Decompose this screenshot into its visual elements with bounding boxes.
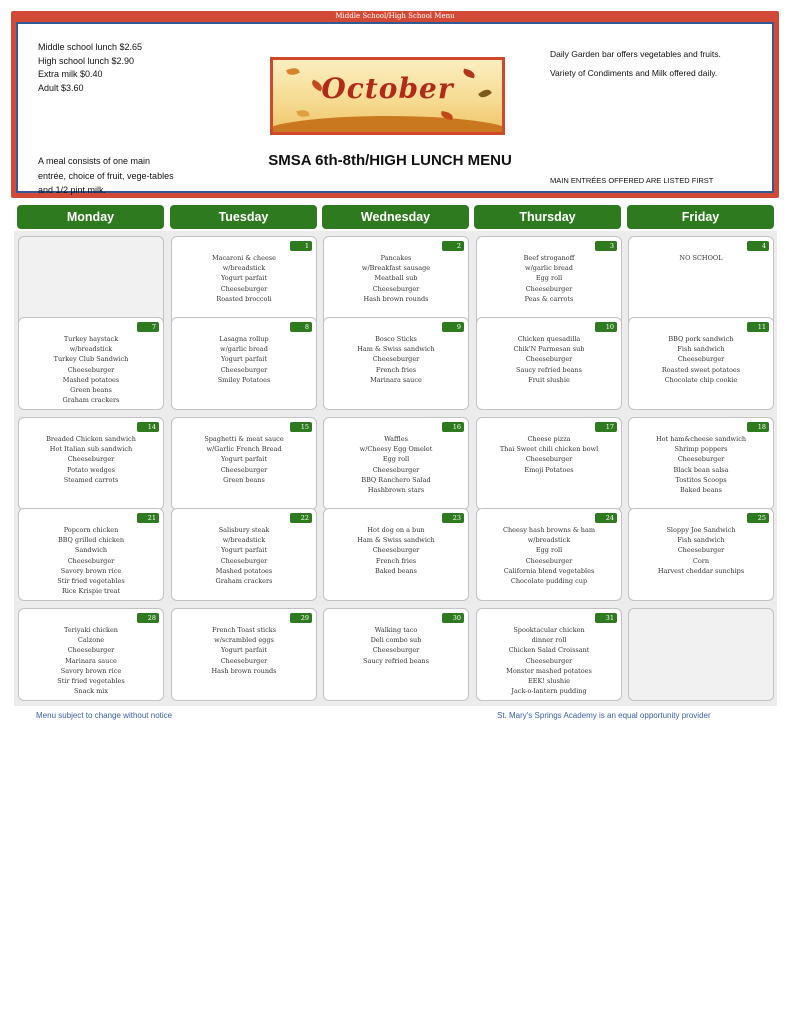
day-number: 31 <box>595 613 617 623</box>
calendar-day-9 <box>323 317 469 410</box>
day-number: 11 <box>747 322 769 332</box>
calendar-day-16 <box>323 417 469 510</box>
menu-item: Deli combo sub <box>370 636 422 645</box>
menu-item: Roasted sweet potatoes <box>661 365 741 374</box>
menu-item: Cheeseburger <box>525 556 573 565</box>
leaf-icon <box>296 109 309 118</box>
day-header-friday: Friday <box>627 205 774 229</box>
day-number: 8 <box>290 322 312 332</box>
menu-item: Black bean salsa <box>673 465 729 474</box>
menu-item: Peas & carrots <box>524 294 574 303</box>
menu-items <box>632 434 770 495</box>
menu-item: Savory brown rice <box>60 666 122 675</box>
menu-item: Green beans <box>223 475 265 484</box>
menu-item: Cheesy hash browns & ham <box>503 526 595 534</box>
menu-item: Lasagna rollup <box>219 335 269 343</box>
day-number: 23 <box>442 513 464 523</box>
calendar-day-8 <box>171 317 317 410</box>
menu-item: Hashbrown stars <box>367 486 425 495</box>
menu-item: Egg roll <box>535 274 563 283</box>
menu-item: Hot dog on a bun <box>367 526 425 534</box>
calendar-day-22 <box>171 508 317 601</box>
menu-item: Graham crackers <box>62 396 120 405</box>
calendar-day-10 <box>476 317 622 410</box>
price-adult: Adult $3.60 <box>38 82 84 93</box>
menu-item: Chocolate pudding cup <box>510 577 588 586</box>
menu-item: Spooktacular chicken <box>513 626 585 634</box>
day-number: 18 <box>747 422 769 432</box>
menu-item: w/Cheesy Egg Omelet <box>359 445 433 454</box>
calendar-day-4 <box>628 236 774 329</box>
day-number: 28 <box>137 613 159 623</box>
banner-art <box>273 60 502 132</box>
day-number: 10 <box>595 322 617 332</box>
menu-items <box>175 625 313 676</box>
day-number: 17 <box>595 422 617 432</box>
menu-items <box>327 434 465 495</box>
menu-item: Egg roll <box>535 546 563 555</box>
day-header-monday: Monday <box>17 205 164 229</box>
day-number: 29 <box>290 613 312 623</box>
menu-item: Savory brown rice <box>60 566 122 575</box>
menu-item: Harvest cheddar sunchips <box>657 566 745 575</box>
menu-item: Green beans <box>70 386 112 395</box>
condiments-note: Variety of Condiments and Milk offered daily. <box>550 68 718 78</box>
calendar-day-31 <box>476 608 622 701</box>
calendar-day-15 <box>171 417 317 510</box>
menu-item: Cheeseburger <box>372 465 420 474</box>
calendar-empty-cell <box>18 236 164 329</box>
garden-bar-note: Daily Garden bar offers vegetables and fruits. <box>550 49 721 59</box>
menu-item: Egg roll <box>382 455 410 464</box>
calendar-day-29 <box>171 608 317 701</box>
menu-item: Walking taco <box>374 626 418 634</box>
day-number: 22 <box>290 513 312 523</box>
calendar-day-3 <box>476 236 622 329</box>
menu-item: Cheeseburger <box>372 646 420 655</box>
banner-hill <box>273 116 502 132</box>
menu-items <box>175 525 313 586</box>
menu-items <box>22 334 160 405</box>
menu-item: Cheeseburger <box>220 284 268 293</box>
day-number: 7 <box>137 322 159 332</box>
menu-item: Cheeseburger <box>525 656 573 665</box>
calendar-day-18 <box>628 417 774 510</box>
menu-item: w/Garlic French Bread <box>206 445 282 454</box>
menu-item: Yogurt parfait <box>221 646 267 655</box>
menu-item: Chik'N Parmesan sub <box>513 345 585 354</box>
menu-items <box>22 525 160 596</box>
menu-item: Rice Krispie treat <box>61 587 121 596</box>
day-number: 4 <box>747 241 769 251</box>
footer-disclaimer: Menu subject to change without notice <box>36 711 173 720</box>
calendar-day-25 <box>628 508 774 601</box>
menu-item: Beef stroganoff <box>523 254 575 262</box>
banner-month: October <box>321 72 454 105</box>
calendar-day-7 <box>18 317 164 410</box>
menu-item: French fries <box>375 365 417 374</box>
calendar-day-17 <box>476 417 622 510</box>
calendar-day-11 <box>628 317 774 410</box>
menu-item: Cheeseburger <box>525 355 573 364</box>
price-middle-school: Middle school lunch $2.65 <box>38 42 143 52</box>
day-number: 15 <box>290 422 312 432</box>
calendar-day-1 <box>171 236 317 329</box>
menu-item: Cheeseburger <box>372 355 420 364</box>
menu-item: Steamed carrots <box>63 475 119 484</box>
menu-item: Fish sandwich <box>677 345 725 354</box>
calendar-day-21 <box>18 508 164 601</box>
day-number: 1 <box>290 241 312 251</box>
menu-items <box>480 434 618 475</box>
menu-items <box>22 434 160 485</box>
menu-item: Stir fried vegetables <box>57 577 125 586</box>
menu-item: Spaghetti & meat sauce <box>204 435 284 443</box>
menu-items <box>22 625 160 696</box>
menu-item: w/breadstick <box>527 536 571 545</box>
menu-item: w/Breakfast sausage <box>361 264 431 273</box>
day-number: 3 <box>595 241 617 251</box>
menu-item: Tostitos Scoops <box>675 475 727 484</box>
menu-item: BBQ grilled chicken <box>57 536 125 545</box>
day-number: 14 <box>137 422 159 432</box>
menu-items <box>327 334 465 385</box>
menu-items <box>175 253 313 304</box>
menu-item: Cheese pizza <box>527 435 571 443</box>
calendar-day-30 <box>323 608 469 701</box>
menu-item: Baked beans <box>679 486 723 495</box>
menu-item: Ham & Swiss sandwich <box>357 536 435 545</box>
notes <box>550 45 775 83</box>
menu-item: Snack mix <box>73 687 109 696</box>
menu-item: BBQ pork sandwich <box>668 335 734 343</box>
menu-item: Pancakes <box>380 254 412 262</box>
menu-items <box>632 525 770 576</box>
october-banner <box>270 57 505 135</box>
menu-item: EEK! slushie <box>527 677 571 686</box>
day-header-tuesday: Tuesday <box>170 205 317 229</box>
calendar-empty-cell <box>628 608 774 701</box>
menu-items <box>480 625 618 696</box>
menu-item: Saucy refried beans <box>363 656 429 665</box>
menu-item: Bosco Sticks <box>375 335 417 343</box>
calendar-day-23 <box>323 508 469 601</box>
menu-item: Cheeseburger <box>677 455 725 464</box>
day-number: 16 <box>442 422 464 432</box>
price-high-school: High school lunch $2.90 <box>38 55 135 66</box>
day-number: 21 <box>137 513 159 523</box>
menu-item: Sloppy Joe Sandwich <box>666 526 736 534</box>
menu-item: Cheeseburger <box>372 546 420 555</box>
menu-item: Hot Italian sub sandwich <box>49 445 133 454</box>
menu-item: Jack-o-lantern pudding <box>511 687 587 696</box>
menu-item: Hash brown rounds <box>363 294 429 303</box>
menu-item: Cheeseburger <box>677 355 725 364</box>
menu-item: Cheeseburger <box>67 646 115 655</box>
menu-item: Shrimp poppers <box>674 445 728 454</box>
menu-item: Chocolate chip cookie <box>664 375 738 384</box>
header-frame <box>11 11 779 198</box>
calendar-day-14 <box>18 417 164 510</box>
menu-items <box>327 253 465 304</box>
day-number: 30 <box>442 613 464 623</box>
day-number: 24 <box>595 513 617 523</box>
menu-item: w/garlic bread <box>220 345 268 354</box>
menu-item: Waffles <box>384 435 408 443</box>
footer-equal-opportunity: St. Mary's Springs Academy is an equal opportunity provider <box>497 711 711 720</box>
header-panel <box>16 22 774 193</box>
price-list <box>38 41 142 95</box>
menu-item: Emoji Potatoes <box>524 465 574 474</box>
entree-note: MAIN ENTRÉES OFFERED ARE LISTED FIRST <box>550 176 714 185</box>
calendar-day-24 <box>476 508 622 601</box>
menu-item: French fries <box>375 556 417 565</box>
menu-item: Yogurt parfait <box>221 546 267 555</box>
menu-item: dinner roll <box>531 636 567 645</box>
menu-item: Turkey Club Sandwich <box>53 355 129 364</box>
menu-item: Fish sandwich <box>677 536 725 545</box>
menu-item: Mashed potatoes <box>62 375 120 384</box>
menu-item: w/breadstick <box>69 345 113 354</box>
menu-item: Turkey haystack <box>63 335 119 343</box>
day-header-wednesday: Wednesday <box>322 205 469 229</box>
menu-item: Cheeseburger <box>67 556 115 565</box>
menu-item: Meatball sub <box>374 274 418 283</box>
calendar-day-2 <box>323 236 469 329</box>
menu-item: w/breadstick <box>222 264 266 273</box>
menu-item: Potato wedges <box>66 465 116 474</box>
menu-item: w/breadstick <box>222 536 266 545</box>
menu-item: Salisbury steak <box>218 526 270 534</box>
menu-items <box>327 525 465 576</box>
menu-item: Cheeseburger <box>67 365 115 374</box>
menu-item: w/garlic bread <box>525 264 573 273</box>
menu-item: Macaroni & cheese <box>212 254 276 262</box>
menu-item: California blend vegetables <box>503 566 595 575</box>
menu-item: Breaded Chicken sandwich <box>46 435 136 443</box>
menu-item: Cheeseburger <box>220 656 268 665</box>
menu-item: Thai Sweet chili chicken bowl <box>499 445 599 454</box>
menu-item: Popcorn chicken <box>63 526 119 534</box>
menu-items <box>327 625 465 666</box>
menu-items <box>175 334 313 385</box>
menu-item: Yogurt parfait <box>221 455 267 464</box>
day-number: 9 <box>442 322 464 332</box>
menu-item: Cheeseburger <box>372 284 420 293</box>
menu-item: Cheeseburger <box>220 465 268 474</box>
menu-items <box>480 253 618 304</box>
menu-item: Chicken Salad Croissant <box>508 646 590 655</box>
menu-item: Cheeseburger <box>67 455 115 464</box>
menu-item: Cheeseburger <box>220 365 268 374</box>
menu-item: Fruit slushie <box>528 375 570 384</box>
menu-item: Cheeseburger <box>525 455 573 464</box>
menu-item: Teriyaki chicken <box>63 626 118 634</box>
menu-item: w/scrambled eggs <box>214 636 274 645</box>
day-number: 25 <box>747 513 769 523</box>
menu-items <box>480 334 618 385</box>
menu-item: Calzone <box>77 636 105 645</box>
calendar-day-28 <box>18 608 164 701</box>
menu-item: Sandwich <box>74 546 108 555</box>
menu-items <box>175 434 313 485</box>
menu-item: Stir fried vegetables <box>57 677 125 686</box>
menu-item: Graham crackers <box>215 577 273 586</box>
menu-item: Cheeseburger <box>220 556 268 565</box>
menu-items <box>632 253 770 263</box>
menu-items <box>632 334 770 385</box>
menu-item: Mashed potatoes <box>215 566 273 575</box>
menu-item: Baked beans <box>374 566 418 575</box>
menu-title: SMSA 6th-8th/HIGH LUNCH MENU <box>268 152 512 169</box>
menu-item: French Toast sticks <box>211 626 277 634</box>
menu-item: Hash brown rounds <box>211 666 277 675</box>
document-title: Middle School/High School Menu <box>335 12 455 20</box>
menu-item: Smiley Potatoes <box>217 375 271 384</box>
menu-item: Corn <box>692 556 710 565</box>
menu-item: Monster mashed potatoes <box>506 666 592 675</box>
menu-item: NO SCHOOL <box>679 254 723 262</box>
menu-item: Roasted broccoli <box>216 294 272 303</box>
day-number: 2 <box>442 241 464 251</box>
menu-item: Ham & Swiss sandwich <box>357 345 435 354</box>
menu-items <box>480 525 618 586</box>
menu-item: Hot ham&cheese sandwich <box>655 435 747 443</box>
menu-item: Cheeseburger <box>677 546 725 555</box>
menu-item: Marinara sauce <box>370 375 422 384</box>
price-extra-milk: Extra milk $0.40 <box>38 69 103 80</box>
menu-item: Cheeseburger <box>525 284 573 293</box>
menu-item: Chicken quesadilla <box>517 335 581 343</box>
meal-note: A meal consists of one main entrée, choice of fruit, vege-tables and 1/2 pint milk. <box>38 156 174 195</box>
menu-item: Saucy refried beans <box>516 365 582 374</box>
menu-item: Yogurt parfait <box>221 355 267 364</box>
menu-item: Marinara sauce <box>65 656 117 665</box>
menu-item: Yogurt parfait <box>221 274 267 283</box>
menu-item: BBQ Ranchero Salad <box>361 475 431 484</box>
day-header-thursday: Thursday <box>474 205 621 229</box>
